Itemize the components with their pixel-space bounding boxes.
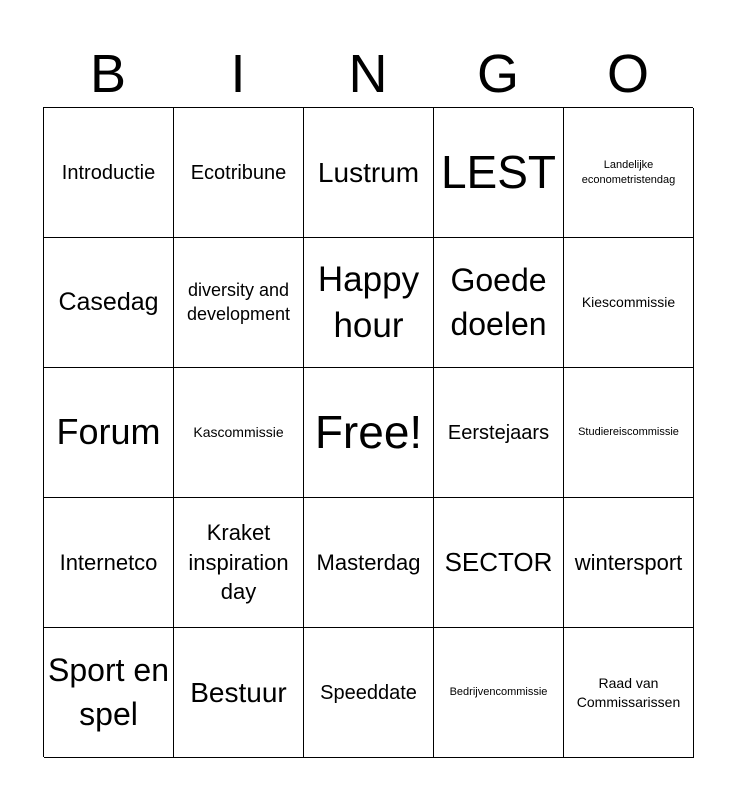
cell-label: Internetco (59, 549, 158, 575)
cell-label: Happy hour (317, 260, 420, 345)
bingo-cell[interactable] (304, 498, 434, 628)
bingo-cell[interactable] (564, 498, 694, 628)
header-letter-b: B (89, 44, 127, 104)
bingo-cell[interactable] (44, 238, 174, 368)
cell-label: Forum (56, 411, 161, 453)
bingo-cell[interactable] (434, 498, 564, 628)
cell-label: Introductie (61, 161, 156, 184)
header-letter-o: O (606, 44, 649, 104)
cell-label: LEST (440, 145, 557, 198)
cell-label: SECTOR (444, 546, 553, 577)
bingo-cell free-space[interactable] (304, 368, 434, 498)
bingo-cell[interactable] (174, 498, 304, 628)
bingo-cell[interactable] (44, 498, 174, 628)
bingo-cell[interactable] (434, 628, 564, 758)
bingo-cell[interactable] (564, 238, 694, 368)
bingo-board (43, 107, 693, 757)
bingo-cell[interactable] (44, 628, 174, 758)
bingo-cell[interactable] (304, 628, 434, 758)
cell-label: Sport en spel (48, 652, 169, 732)
bingo-cell[interactable] (564, 628, 694, 758)
cell-label: wintersport (574, 549, 683, 575)
bingo-cell[interactable] (174, 368, 304, 498)
cell-label: Speeddate (320, 681, 417, 704)
cell-label: Raad van Commissarissen (576, 675, 681, 710)
cell-label: Studiereiscommissie (578, 426, 679, 439)
cell-label: Casedag (58, 288, 159, 317)
header-letter-i: I (230, 44, 246, 104)
cell-label: Bedrijvencommissie (449, 686, 548, 699)
bingo-cell[interactable] (564, 368, 694, 498)
bingo-cell[interactable] (174, 628, 304, 758)
bingo-header (43, 40, 693, 108)
bingo-cell[interactable] (564, 108, 694, 238)
cell-label: Eerstejaars (447, 421, 550, 444)
header-letter-n: N (348, 44, 388, 104)
cell-label: Goede doelen (450, 262, 547, 342)
bingo-cell[interactable] (44, 108, 174, 238)
cell-label: diversity and development (186, 280, 291, 324)
bingo-cell[interactable] (174, 238, 304, 368)
cell-label: Landelijke econometristendag (581, 159, 676, 186)
cell-label: Kascommissie (193, 424, 284, 441)
cell-label: Free! (314, 405, 423, 458)
bingo-cell[interactable] (44, 368, 174, 498)
bingo-cell[interactable] (434, 238, 564, 368)
cell-label: Ecotribune (190, 161, 287, 184)
header-letter-g: G (476, 44, 519, 104)
bingo-cell[interactable] (174, 108, 304, 238)
bingo-cell[interactable] (304, 108, 434, 238)
cell-label: Kiescommissie (581, 294, 676, 311)
cell-label: Lustrum (317, 156, 420, 188)
cell-label: Kraket inspiration day (188, 519, 289, 605)
cell-label: Masterdag (316, 549, 421, 575)
bingo-cell[interactable] (434, 368, 564, 498)
bingo-cell[interactable] (304, 238, 434, 368)
cell-label: Bestuur (190, 676, 287, 708)
bingo-cell[interactable] (434, 108, 564, 238)
